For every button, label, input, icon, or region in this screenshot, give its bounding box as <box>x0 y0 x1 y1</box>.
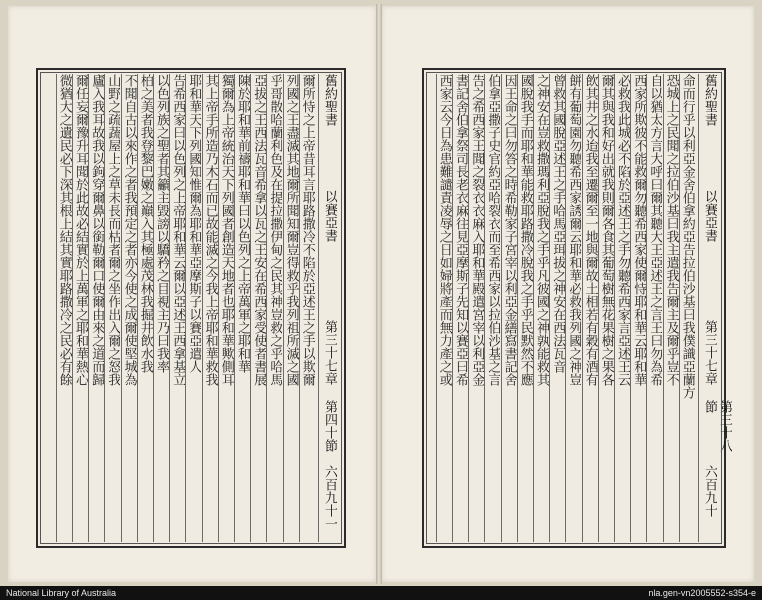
column-rule <box>153 74 154 542</box>
header-rule <box>698 74 699 542</box>
text-column: 陳於耶和華前禱耶和華曰以色列之上帝萬軍之耶和華 <box>235 74 250 373</box>
text-column: 國脫我手而耶和華能救耶路撒冷脫我之手乎民默然不應 <box>517 74 533 386</box>
book-name: 以賽亞書 <box>702 190 717 242</box>
column-rule <box>614 74 615 542</box>
column-rule <box>218 74 219 542</box>
text-column: 不聞自古以來作之者我預定之者亦今使之成爾使堅城為 <box>121 74 137 386</box>
column-rule <box>598 74 599 542</box>
column-rule <box>202 74 203 542</box>
text-column: 自以猶太方言大呼曰爾其聽大王亞述王之言王曰勿為希 <box>647 74 663 386</box>
column-rule <box>468 74 469 542</box>
column-rule <box>121 74 122 542</box>
verse-subnote: 第三十八節 <box>702 400 732 452</box>
column-rule <box>501 74 502 542</box>
column-rule <box>630 74 631 542</box>
text-column: 西家所欺彼不能救爾勿聽希西家使爾恃耶和華云耶和華 <box>631 74 647 386</box>
text-column: 因王命之曰勿答之時希勒家子宮宰以利亞金繕寫書記舍 <box>501 74 517 386</box>
book-name: 以賽亞書 <box>322 190 337 242</box>
text-column: 曾救其國脫亞述王之手哈馬亞珥拔之神安在西法瓦音 <box>550 74 566 373</box>
text-column: 乎哥散哈蘭利色及在提拉撒伊甸之民其神豈救之乎哈馬 <box>267 74 283 386</box>
column-rule <box>646 74 647 542</box>
column-rule <box>452 74 453 542</box>
text-column: 以色列族之聖者其籲主毀謗以驕矜之目視主乃曰我率 <box>154 74 169 373</box>
text-column: 飲其井之水迨我至遷爾至一地與爾故土相若有穀有酒有 <box>582 74 598 386</box>
chapter-label: 第三十七章 <box>322 320 337 385</box>
text-column: 其上帝手所造乃木石而已故能滅之今我上帝耶和華救我 <box>202 74 218 386</box>
text-column: 爾任妄爾豫升耳聞於此故必結實於上萬軍之耶和華熱心 <box>73 74 88 386</box>
book-title: 舊約聖書 <box>322 74 337 126</box>
page-number: 六百九十一 <box>322 465 337 530</box>
column-rule <box>283 74 284 542</box>
column-rule <box>299 74 300 542</box>
chapter-label: 第三十七章 <box>702 320 717 385</box>
left-text-frame <box>36 68 346 548</box>
column-rule <box>88 74 89 542</box>
column-rule <box>663 74 664 542</box>
column-rule <box>72 74 73 542</box>
viewer-footer <box>0 586 762 600</box>
right-page <box>382 6 754 582</box>
text-column: 告希西家曰以色列之上帝耶和華云爾以亞述王西拿基立 <box>170 74 186 386</box>
column-rule <box>436 74 437 542</box>
column-rule <box>104 74 105 542</box>
text-column: 恐城上之民聞之拉伯沙基曰我主遣我告爾主及爾乎豈不 <box>663 74 679 386</box>
record-id: nla.gen-vn2005552-s354-e <box>648 588 756 598</box>
text-column: 亞拔之王西法瓦音希拿以瓦之王安在希西家受使者書展 <box>251 74 267 386</box>
text-column: 之神安在豈救撒瑪利亞脫我之手乎凡彼國之神孰能救其 <box>534 74 549 386</box>
page-number: 六百九十 <box>702 465 717 517</box>
column-rule <box>549 74 550 542</box>
text-column: 山野之疏蔬屋上之草未長而枯者爾之坐作出入爾之怒我 <box>105 74 121 386</box>
text-column: 西家云今日為患難譴責凌辱之日如婦將產而無力產之或 <box>436 74 452 386</box>
column-rule <box>533 74 534 542</box>
text-column: 爾所恃之上帝昔耳言耶路撒冷不陷於亞述王之手以欺爾 <box>299 74 315 386</box>
verse-subnote: 第四十節 <box>322 400 337 452</box>
column-rule <box>169 74 170 542</box>
text-column: 伯拿亞撒子史官約亞哈裂衣而至希西家以拉伯沙基之言 <box>485 74 501 386</box>
book-title: 舊約聖書 <box>702 74 717 126</box>
column-rule <box>56 74 57 542</box>
library-credit: National Library of Australia <box>6 588 117 598</box>
text-column: 廬入我耳故我以鉤穿爾鼻以銜勒爾口使爾由來之道而歸 <box>89 74 105 386</box>
column-rule <box>484 74 485 542</box>
text-column: 微猶大之遺民必下深其根上結其實耶路撒冷之民必有餘 <box>56 74 72 386</box>
header-rule <box>318 74 319 542</box>
text-column: 告之希西家王聞之裂衣衣麻入耶和華殿遣宮宰以利亞金 <box>469 74 485 386</box>
column-rule <box>565 74 566 542</box>
text-column: 耶和華天下列國知惟爾為耶和華亞摩斯子以賽亞遣人 <box>186 74 202 373</box>
column-rule <box>679 74 680 542</box>
column-rule <box>234 74 235 542</box>
text-column: 命而行乎以利亞金舍伯拿約亞告拉伯沙基曰我僕識亞蘭方 <box>679 74 695 399</box>
text-column: 餅有葡萄園勿聽希西家誘爾云耶和華必救我列國之神豈 <box>566 74 582 386</box>
text-column: 列國之王盡滅其地爾所聞知爾豈得救乎我列祖所滅之國 <box>283 74 299 386</box>
column-rule <box>582 74 583 542</box>
column-rule <box>250 74 251 542</box>
text-column: 必救我此城必不陷於亞述王之手勿聽希西家言亞述王云 <box>615 74 630 386</box>
column-rule <box>266 74 267 542</box>
text-column: 獨爾為上帝統治天下列國者創造天地者也耶和華歟側耳 <box>218 74 234 386</box>
column-rule <box>517 74 518 542</box>
left-page <box>8 6 376 582</box>
right-text-frame <box>422 68 732 548</box>
column-rule <box>137 74 138 542</box>
text-column: 柏之美者我登黎巴嫩之巔入其極處茂林我掘井飲水我 <box>137 74 153 373</box>
text-column: 爾其與我和好出就我則爾各食其葡萄樹無花果樹之果各 <box>598 74 614 386</box>
text-column: 書記舍伯拿祭司長老衣麻往見亞摩斯子先知以賽亞曰希 <box>453 74 468 386</box>
column-rule <box>185 74 186 542</box>
